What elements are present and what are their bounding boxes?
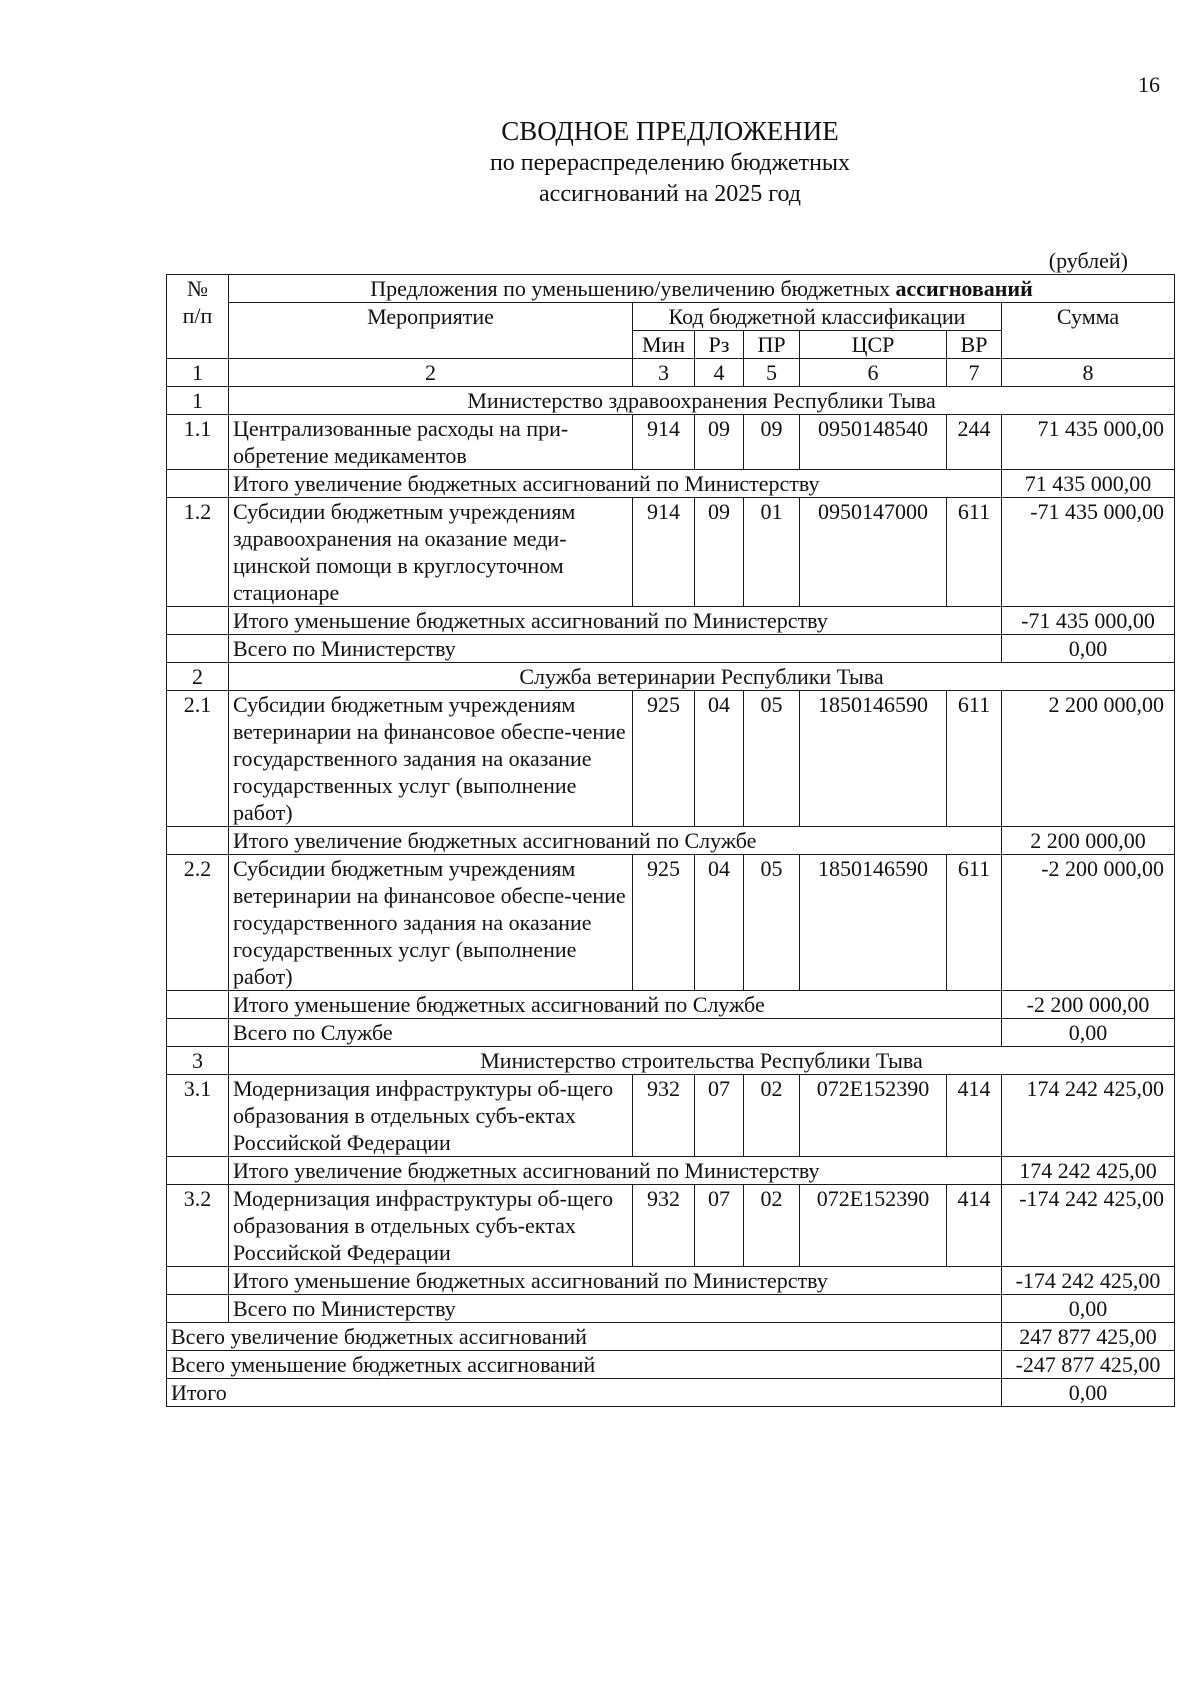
item-event: Субсидии бюджетным учреждениям здравоохранения на оказание меди-цинской помощи в круглосуточном стационаре [229, 498, 633, 607]
item-row [167, 855, 1175, 991]
item-vr: 244 [947, 415, 1002, 470]
item-total-sum: -71 435 000,00 [1002, 607, 1175, 635]
header-proposals-bold: ассигнований [895, 276, 1033, 301]
item-sum: 174 242 425,00 [1002, 1075, 1175, 1157]
document-subtitle-line2: ассигнований на 2025 год [539, 181, 801, 207]
item-pr: 09 [744, 415, 800, 470]
grand-decrease-sum: -247 877 425,00 [1002, 1351, 1175, 1379]
empty-cell [167, 827, 229, 855]
section-all-label: Всего по Службе [229, 1019, 1002, 1047]
item-vr: 611 [947, 498, 1002, 607]
item-event: Централизованные расходы на при-обретение медикаментов [229, 415, 633, 470]
item-sum: 71 435 000,00 [1002, 415, 1175, 470]
header-row-1 [167, 275, 1175, 303]
item-total-row [167, 991, 1175, 1019]
empty-cell [167, 470, 229, 498]
item-rz: 09 [695, 415, 744, 470]
column-numbers-row [167, 359, 1175, 387]
empty-cell [167, 1295, 229, 1323]
item-rz: 09 [695, 498, 744, 607]
item-min: 914 [633, 498, 695, 607]
page-number: 16 [1138, 72, 1160, 97]
document-subtitle-line1: по перераспределению бюджетных [489, 150, 851, 176]
item-min: 932 [633, 1075, 695, 1157]
item-pr: 02 [744, 1075, 800, 1157]
item-total-row [167, 470, 1175, 498]
grand-total-sum: 0,00 [1002, 1379, 1175, 1407]
header-sum-cell: Сумма [1002, 303, 1175, 359]
item-number: 3.1 [167, 1075, 229, 1157]
item-total-row [167, 607, 1175, 635]
grand-increase-sum: 247 877 425,00 [1002, 1323, 1175, 1351]
item-vr: 414 [947, 1075, 1002, 1157]
header-pp-label: п/п [182, 303, 213, 328]
section-all-row [167, 1019, 1175, 1047]
item-sum: -71 435 000,00 [1002, 498, 1175, 607]
item-rz: 07 [695, 1185, 744, 1267]
column-number: 5 [744, 359, 800, 387]
item-total-sum: -2 200 000,00 [1002, 991, 1175, 1019]
empty-cell [167, 991, 229, 1019]
item-csr: 1850146590 [800, 691, 947, 827]
item-total-label: Итого уменьшение бюджетных ассигнований по Службе [229, 991, 1002, 1019]
section-all-row [167, 1295, 1175, 1323]
section-all-sum: 0,00 [1002, 635, 1175, 663]
empty-cell [167, 1019, 229, 1047]
item-total-row [167, 1157, 1175, 1185]
item-min: 914 [633, 415, 695, 470]
header-csr-cell: ЦСР [800, 331, 947, 359]
section-all-row [167, 635, 1175, 663]
section-header-row [167, 1047, 1175, 1075]
item-total-sum: 71 435 000,00 [1002, 470, 1175, 498]
item-min: 932 [633, 1185, 695, 1267]
section-name: Служба ветеринарии Республики Тыва [229, 663, 1175, 691]
item-vr: 611 [947, 691, 1002, 827]
item-rz: 04 [695, 691, 744, 827]
section-all-label: Всего по Министерству [229, 1295, 1002, 1323]
item-row [167, 498, 1175, 607]
item-event: Модернизация инфраструктуры об-щего образования в отдельных субъ-ектах Российской Федерации [229, 1075, 633, 1157]
item-min: 925 [633, 691, 695, 827]
item-pr: 02 [744, 1185, 800, 1267]
header-proposals-label: Предложения по уменьшению/увеличению бюджетных [370, 276, 896, 301]
item-sum: -174 242 425,00 [1002, 1185, 1175, 1267]
section-name: Министерство здравоохранения Республики Тыва [229, 387, 1175, 415]
section-all-sum: 0,00 [1002, 1019, 1175, 1047]
column-number: 8 [1002, 359, 1175, 387]
item-total-label: Итого увеличение бюджетных ассигнований по Министерству [229, 1157, 1002, 1185]
header-rz-cell: Рз [695, 331, 744, 359]
item-row [167, 415, 1175, 470]
header-no-label: № [187, 276, 208, 301]
item-total-sum: -174 242 425,00 [1002, 1267, 1175, 1295]
section-name: Министерство строительства Республики Тыва [229, 1047, 1175, 1075]
item-csr: 072Е152390 [800, 1075, 947, 1157]
grand-decrease-row [167, 1351, 1175, 1379]
grand-total-row [167, 1379, 1175, 1407]
column-number: 1 [167, 359, 229, 387]
item-vr: 414 [947, 1185, 1002, 1267]
section-number: 3 [167, 1047, 229, 1075]
item-number: 2.1 [167, 691, 229, 827]
item-event: Субсидии бюджетным учреждениям ветеринарии на финансовое обеспе-чение государственного задания на оказание государственных услуг (выполнение работ) [229, 691, 633, 827]
item-number: 1.1 [167, 415, 229, 470]
grand-increase-row [167, 1323, 1175, 1351]
item-number: 2.2 [167, 855, 229, 991]
document-title: СВОДНОЕ ПРЕДЛОЖЕНИЕ [501, 116, 839, 146]
column-number: 2 [229, 359, 633, 387]
item-total-label: Итого увеличение бюджетных ассигнований по Службе [229, 827, 1002, 855]
section-number: 1 [167, 387, 229, 415]
item-row [167, 691, 1175, 827]
header-pr-cell: ПР [744, 331, 800, 359]
header-code-cell: Код бюджетной классификации [633, 303, 1002, 331]
header-no-cell [167, 275, 229, 359]
empty-cell [167, 635, 229, 663]
item-sum: 2 200 000,00 [1002, 691, 1175, 827]
document-header [380, 114, 960, 210]
budget-table [166, 274, 1175, 1407]
item-rz: 04 [695, 855, 744, 991]
header-proposals-cell [229, 275, 1175, 303]
column-number: 6 [800, 359, 947, 387]
item-csr: 0950148540 [800, 415, 947, 470]
column-number: 7 [947, 359, 1002, 387]
header-row-2 [167, 303, 1175, 331]
item-event: Модернизация инфраструктуры об-щего образования в отдельных субъ-ектах Российской Федерации [229, 1185, 633, 1267]
item-csr: 0950147000 [800, 498, 947, 607]
column-number: 3 [633, 359, 695, 387]
item-vr: 611 [947, 855, 1002, 991]
item-total-sum: 2 200 000,00 [1002, 827, 1175, 855]
header-vr-cell: ВР [947, 331, 1002, 359]
item-total-row [167, 827, 1175, 855]
item-total-label: Итого увеличение бюджетных ассигнований по Министерству [229, 470, 1002, 498]
item-min: 925 [633, 855, 695, 991]
header-min-cell: Мин [633, 331, 695, 359]
item-row [167, 1075, 1175, 1157]
section-number: 2 [167, 663, 229, 691]
item-pr: 05 [744, 855, 800, 991]
section-all-label: Всего по Министерству [229, 635, 1002, 663]
currency-unit: (рублей) [1048, 248, 1128, 273]
empty-cell [167, 1157, 229, 1185]
item-csr: 1850146590 [800, 855, 947, 991]
item-total-label: Итого уменьшение бюджетных ассигнований по Министерству [229, 607, 1002, 635]
grand-decrease-label: Всего уменьшение бюджетных ассигнований [167, 1351, 1002, 1379]
grand-total-label: Итого [167, 1379, 1002, 1407]
item-sum: -2 200 000,00 [1002, 855, 1175, 991]
item-total-sum: 174 242 425,00 [1002, 1157, 1175, 1185]
item-pr: 01 [744, 498, 800, 607]
item-row [167, 1185, 1175, 1267]
item-event: Субсидии бюджетным учреждениям ветеринарии на финансовое обеспе-чение государственного задания на оказание государственных услуг (выполнение работ) [229, 855, 633, 991]
item-total-row [167, 1267, 1175, 1295]
budget-table-body [167, 275, 1175, 1407]
section-header-row [167, 663, 1175, 691]
item-number: 3.2 [167, 1185, 229, 1267]
item-csr: 072Е152390 [800, 1185, 947, 1267]
empty-cell [167, 607, 229, 635]
item-number: 1.2 [167, 498, 229, 607]
grand-increase-label: Всего увеличение бюджетных ассигнований [167, 1323, 1002, 1351]
item-pr: 05 [744, 691, 800, 827]
item-total-label: Итого уменьшение бюджетных ассигнований по Министерству [229, 1267, 1002, 1295]
empty-cell [167, 1267, 229, 1295]
column-number: 4 [695, 359, 744, 387]
section-all-sum: 0,00 [1002, 1295, 1175, 1323]
item-rz: 07 [695, 1075, 744, 1157]
section-header-row [167, 387, 1175, 415]
header-event-cell: Мероприятие [229, 303, 633, 359]
